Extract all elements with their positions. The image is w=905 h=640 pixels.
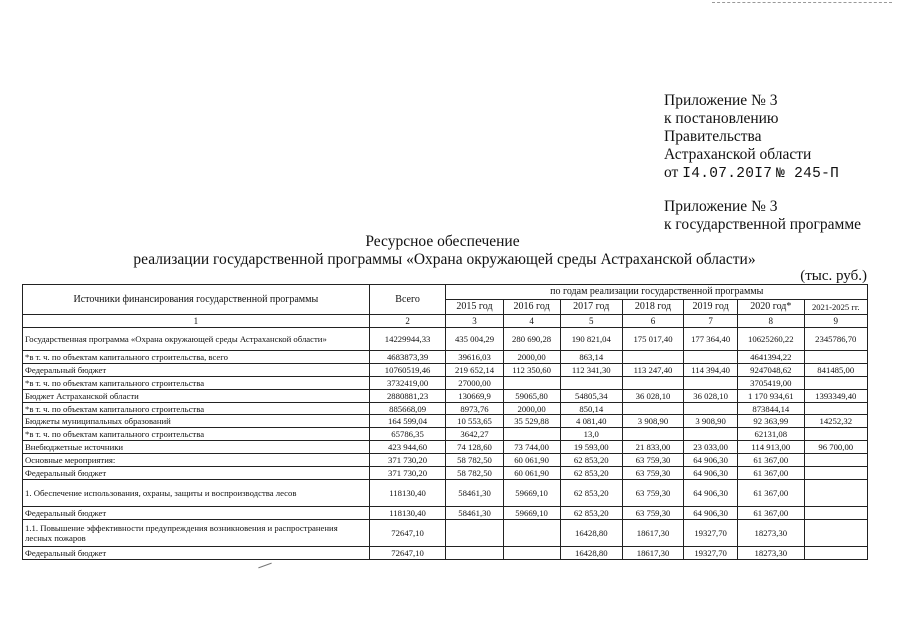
pen-mark bbox=[258, 563, 271, 569]
appendix-decree-date-line bbox=[664, 164, 839, 183]
row-value-cell: 64 906,30 bbox=[684, 454, 738, 467]
row-value-cell: 14229944,33 bbox=[369, 328, 446, 351]
row-value-cell: 62 853,20 bbox=[560, 454, 622, 467]
row-value-cell: 72647,10 bbox=[369, 546, 446, 559]
column-number: 6 bbox=[622, 315, 683, 328]
row-value-cell: 62 853,20 bbox=[560, 506, 622, 519]
column-number: 7 bbox=[684, 315, 738, 328]
row-value-cell: 164 599,04 bbox=[369, 415, 446, 428]
row-value-cell: 36 028,10 bbox=[684, 389, 738, 402]
row-value-cell: 59065,80 bbox=[503, 389, 560, 402]
row-value-cell: 62 853,20 bbox=[560, 479, 622, 506]
row-source-name: Внебюджетные источники bbox=[23, 441, 370, 454]
table-row bbox=[23, 454, 868, 467]
row-value-cell: 63 759,30 bbox=[622, 506, 683, 519]
row-value-cell: 27000,00 bbox=[446, 376, 503, 389]
row-value-cell: 39616,03 bbox=[446, 351, 503, 364]
header-by-years: по годам реализации государственной программы bbox=[446, 285, 868, 300]
row-value-cell: 435 004,29 bbox=[446, 328, 503, 351]
row-source-name: Государственная программа «Охрана окружающей среды Астраханской области» bbox=[23, 328, 370, 351]
row-value-cell: 114 913,00 bbox=[738, 441, 804, 454]
row-value-cell: 54805,34 bbox=[560, 389, 622, 402]
row-value-cell: 59669,10 bbox=[503, 479, 560, 506]
row-value-cell: 3 908,90 bbox=[622, 415, 683, 428]
row-value-cell: 16428,80 bbox=[560, 519, 622, 546]
row-value-cell bbox=[804, 506, 867, 519]
row-source-name: Бюджеты муниципальных образований bbox=[23, 415, 370, 428]
row-value-cell bbox=[804, 519, 867, 546]
row-value-cell bbox=[684, 428, 738, 441]
row-value-cell bbox=[446, 546, 503, 559]
row-value-cell: 112 350,60 bbox=[503, 363, 560, 376]
row-value-cell: 18617,30 bbox=[622, 546, 683, 559]
row-value-cell: 72647,10 bbox=[369, 519, 446, 546]
row-value-cell bbox=[804, 351, 867, 364]
header-year: 2017 год bbox=[560, 300, 622, 315]
row-source-name: Бюджет Астраханской области bbox=[23, 389, 370, 402]
row-value-cell: 175 017,40 bbox=[622, 328, 683, 351]
row-value-cell: 3 908,90 bbox=[684, 415, 738, 428]
row-value-cell bbox=[804, 467, 867, 480]
row-value-cell: 280 690,28 bbox=[503, 328, 560, 351]
row-value-cell: 9247048,62 bbox=[738, 363, 804, 376]
row-value-cell: 1393349,40 bbox=[804, 389, 867, 402]
row-value-cell bbox=[804, 376, 867, 389]
row-value-cell: 58 782,50 bbox=[446, 467, 503, 480]
row-value-cell: 18273,30 bbox=[738, 546, 804, 559]
appendix-decree-line2: к постановлению bbox=[664, 110, 779, 127]
row-source-name: *в т. ч. по объектам капитального строительства bbox=[23, 376, 370, 389]
row-value-cell bbox=[804, 546, 867, 559]
row-source-name: Федеральный бюджет bbox=[23, 546, 370, 559]
row-value-cell: 74 128,60 bbox=[446, 441, 503, 454]
row-value-cell: 2000,00 bbox=[503, 351, 560, 364]
column-number-row bbox=[23, 315, 868, 328]
row-value-cell bbox=[684, 376, 738, 389]
row-value-cell: 62 853,20 bbox=[560, 467, 622, 480]
row-source-name: *в т. ч. по объектам капитального строительства bbox=[23, 402, 370, 415]
row-value-cell: 841485,00 bbox=[804, 363, 867, 376]
row-source-name: *в т. ч. по объектам капитального строительства, всего bbox=[23, 351, 370, 364]
row-value-cell: 885668,09 bbox=[369, 402, 446, 415]
appendix-decree-block bbox=[664, 92, 839, 183]
row-value-cell: 60 061,90 bbox=[503, 454, 560, 467]
row-value-cell: 63 759,30 bbox=[622, 467, 683, 480]
row-value-cell bbox=[503, 376, 560, 389]
document-subtitle: реализации государственной программы «Охрана окружающей среды Астраханской области» bbox=[133, 251, 756, 268]
row-value-cell: 35 529,88 bbox=[503, 415, 560, 428]
appendix-program-line2: к государственной программе bbox=[664, 216, 862, 233]
row-value-cell bbox=[503, 428, 560, 441]
header-source: Источники финансирования государственной программы bbox=[23, 285, 370, 315]
row-value-cell: 4 081,40 bbox=[560, 415, 622, 428]
table-row bbox=[23, 415, 868, 428]
table-row bbox=[23, 351, 868, 364]
row-value-cell: 61 367,00 bbox=[738, 506, 804, 519]
scan-dash-mark bbox=[712, 2, 892, 3]
row-value-cell: 58461,30 bbox=[446, 479, 503, 506]
row-value-cell: 73 744,00 bbox=[503, 441, 560, 454]
row-value-cell: 3642,27 bbox=[446, 428, 503, 441]
row-value-cell: 58 782,50 bbox=[446, 454, 503, 467]
column-number: 4 bbox=[503, 315, 560, 328]
row-value-cell bbox=[622, 428, 683, 441]
table-row bbox=[23, 389, 868, 402]
header-year: 2016 год bbox=[503, 300, 560, 315]
column-number: 8 bbox=[738, 315, 804, 328]
row-value-cell: 4641394,22 bbox=[738, 351, 804, 364]
decree-date-prefix: от bbox=[664, 164, 679, 181]
row-value-cell: 10625260,22 bbox=[738, 328, 804, 351]
row-value-cell: 61 367,00 bbox=[738, 454, 804, 467]
row-value-cell: 58461,30 bbox=[446, 506, 503, 519]
row-value-cell: 4683873,39 bbox=[369, 351, 446, 364]
row-value-cell bbox=[684, 351, 738, 364]
row-value-cell bbox=[446, 519, 503, 546]
units-label: (тыс. руб.) bbox=[800, 268, 867, 284]
row-value-cell: 63 759,30 bbox=[622, 479, 683, 506]
table-row bbox=[23, 546, 868, 559]
row-value-cell: 16428,80 bbox=[560, 546, 622, 559]
row-value-cell bbox=[560, 376, 622, 389]
row-value-cell: 371 730,20 bbox=[369, 467, 446, 480]
table-row bbox=[23, 428, 868, 441]
header-year: 2020 год* bbox=[738, 300, 804, 315]
appendix-decree-line3: Правительства bbox=[664, 128, 762, 145]
row-value-cell: 61 367,00 bbox=[738, 479, 804, 506]
row-value-cell bbox=[622, 351, 683, 364]
row-source-name: *в т. ч. по объектам капитального строительства bbox=[23, 428, 370, 441]
row-value-cell: 863,14 bbox=[560, 351, 622, 364]
row-value-cell bbox=[503, 519, 560, 546]
row-value-cell: 873844,14 bbox=[738, 402, 804, 415]
column-number: 1 bbox=[23, 315, 370, 328]
appendix-program-line1: Приложение № 3 bbox=[664, 198, 778, 215]
row-value-cell: 8973,76 bbox=[446, 402, 503, 415]
row-value-cell: 118130,40 bbox=[369, 506, 446, 519]
row-value-cell: 59669,10 bbox=[503, 506, 560, 519]
appendix-decree-line1: Приложение № 3 bbox=[664, 92, 778, 109]
resource-table bbox=[22, 284, 868, 560]
row-value-cell: 19327,70 bbox=[684, 519, 738, 546]
table-body bbox=[23, 328, 868, 560]
row-value-cell: 850,14 bbox=[560, 402, 622, 415]
row-value-cell: 65786,35 bbox=[369, 428, 446, 441]
row-value-cell: 19327,70 bbox=[684, 546, 738, 559]
header-year: 2018 год bbox=[622, 300, 683, 315]
row-value-cell: 2880881,23 bbox=[369, 389, 446, 402]
column-number: 2 bbox=[369, 315, 446, 328]
table-row bbox=[23, 479, 868, 506]
table-row bbox=[23, 519, 868, 546]
table-row bbox=[23, 402, 868, 415]
table-row bbox=[23, 441, 868, 454]
row-value-cell: 18273,30 bbox=[738, 519, 804, 546]
row-value-cell: 23 033,00 bbox=[684, 441, 738, 454]
row-value-cell: 118130,40 bbox=[369, 479, 446, 506]
row-value-cell: 190 821,04 bbox=[560, 328, 622, 351]
row-value-cell: 62131,08 bbox=[738, 428, 804, 441]
row-value-cell: 92 363,99 bbox=[738, 415, 804, 428]
row-source-name: 1. Обеспечение использования, охраны, защиты и воспроизводства лесов bbox=[23, 479, 370, 506]
row-value-cell: 18617,30 bbox=[622, 519, 683, 546]
row-value-cell: 177 364,40 bbox=[684, 328, 738, 351]
row-value-cell: 60 061,90 bbox=[503, 467, 560, 480]
row-value-cell: 3732419,00 bbox=[369, 376, 446, 389]
row-value-cell: 14252,32 bbox=[804, 415, 867, 428]
row-source-name: Федеральный бюджет bbox=[23, 363, 370, 376]
row-value-cell: 113 247,40 bbox=[622, 363, 683, 376]
row-value-cell: 112 341,30 bbox=[560, 363, 622, 376]
row-source-name: Основные мероприятия: bbox=[23, 454, 370, 467]
row-value-cell: 21 833,00 bbox=[622, 441, 683, 454]
row-value-cell: 130669,9 bbox=[446, 389, 503, 402]
row-value-cell: 63 759,30 bbox=[622, 454, 683, 467]
row-value-cell bbox=[622, 402, 683, 415]
row-value-cell: 61 367,00 bbox=[738, 467, 804, 480]
header-year: 2015 год bbox=[446, 300, 503, 315]
row-value-cell: 10 553,65 bbox=[446, 415, 503, 428]
row-value-cell bbox=[804, 479, 867, 506]
row-value-cell: 10760519,46 bbox=[369, 363, 446, 376]
appendix-program-block bbox=[664, 198, 861, 234]
row-value-cell bbox=[804, 454, 867, 467]
row-value-cell bbox=[684, 402, 738, 415]
row-value-cell: 64 906,30 bbox=[684, 506, 738, 519]
table-row bbox=[23, 467, 868, 480]
row-value-cell: 219 652,14 bbox=[446, 363, 503, 376]
table-row bbox=[23, 506, 868, 519]
table-row bbox=[23, 376, 868, 389]
row-value-cell bbox=[503, 546, 560, 559]
document-title: Ресурсное обеспечение bbox=[365, 233, 520, 250]
row-value-cell: 13,0 bbox=[560, 428, 622, 441]
row-value-cell: 64 906,30 bbox=[684, 467, 738, 480]
row-value-cell: 371 730,20 bbox=[369, 454, 446, 467]
column-number: 3 bbox=[446, 315, 503, 328]
row-value-cell: 1 170 934,61 bbox=[738, 389, 804, 402]
decree-number: № 245-П bbox=[776, 166, 840, 182]
header-total: Всего bbox=[369, 285, 446, 315]
row-value-cell bbox=[804, 402, 867, 415]
row-value-cell bbox=[804, 428, 867, 441]
appendix-decree-line4: Астраханской области bbox=[664, 146, 812, 163]
row-value-cell: 2345786,70 bbox=[804, 328, 867, 351]
row-value-cell: 36 028,10 bbox=[622, 389, 683, 402]
table-row bbox=[23, 328, 868, 351]
header-year: 2021-2025 гг. bbox=[804, 300, 867, 315]
row-value-cell: 114 394,40 bbox=[684, 363, 738, 376]
row-source-name: Федеральный бюджет bbox=[23, 467, 370, 480]
table-row bbox=[23, 363, 868, 376]
row-value-cell: 2000,00 bbox=[503, 402, 560, 415]
row-value-cell: 3705419,00 bbox=[738, 376, 804, 389]
row-value-cell bbox=[622, 376, 683, 389]
row-value-cell: 423 944,60 bbox=[369, 441, 446, 454]
column-number: 9 bbox=[804, 315, 867, 328]
row-value-cell: 19 593,00 bbox=[560, 441, 622, 454]
column-number: 5 bbox=[560, 315, 622, 328]
row-value-cell: 96 700,00 bbox=[804, 441, 867, 454]
header-year: 2019 год bbox=[684, 300, 738, 315]
row-source-name: 1.1. Повышение эффективности предупреждения возникновения и распространения лесных пожаров bbox=[23, 519, 370, 546]
row-source-name: Федеральный бюджет bbox=[23, 506, 370, 519]
decree-date: I4.07.20I7 bbox=[682, 166, 773, 182]
row-value-cell: 64 906,30 bbox=[684, 479, 738, 506]
